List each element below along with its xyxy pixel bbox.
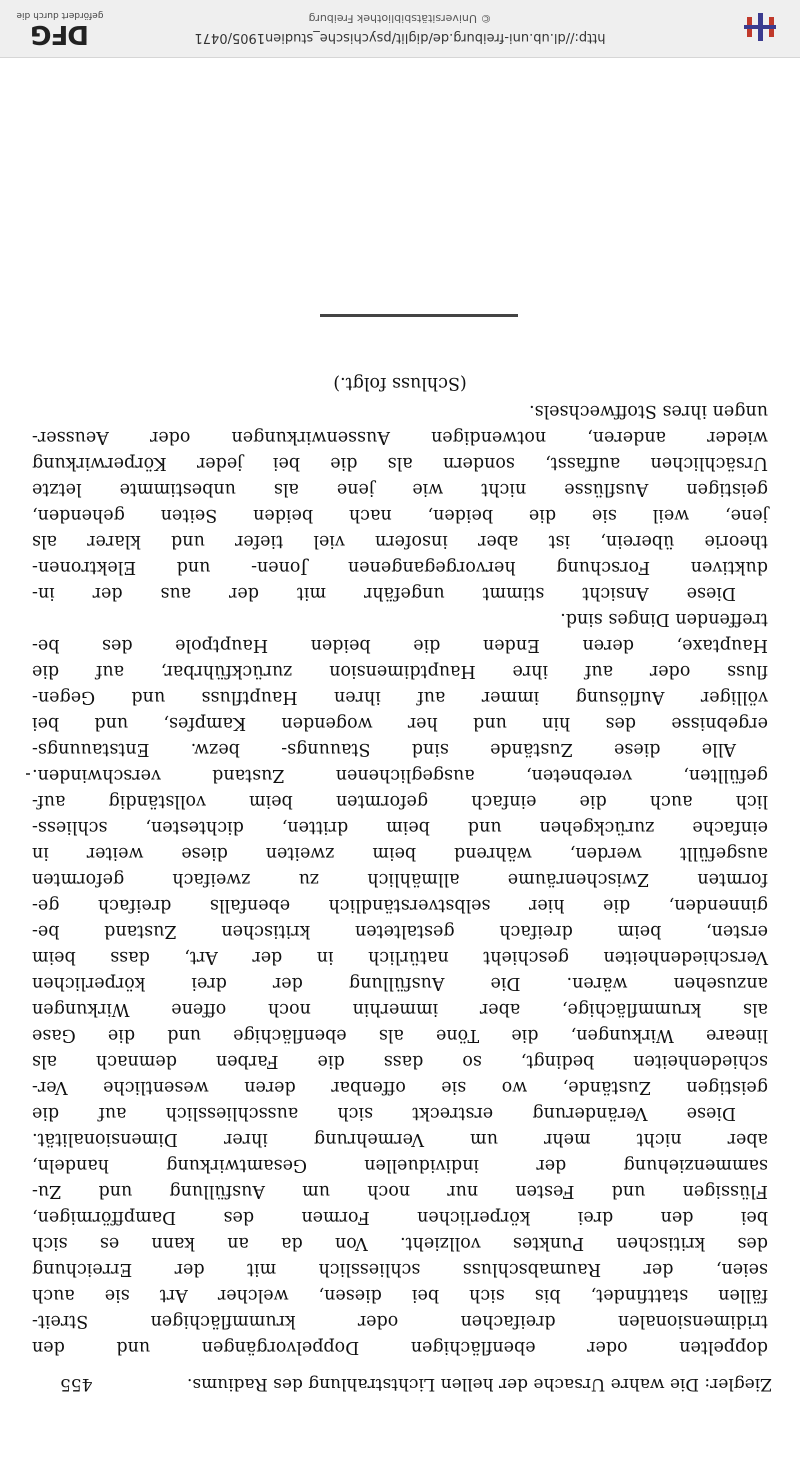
running-header xyxy=(28,1370,772,1394)
text-line: geistigen Ausflüsse nicht wie jene als unbestimmte letzte xyxy=(32,479,768,499)
text-line: ungen ihres Stoffwechsels. xyxy=(529,401,768,421)
text-line: wieder anderen, notwendigen Aussenwirkungen oder Aeusser- xyxy=(32,427,768,447)
text-line: sammenziehung der individuellen Gesamtwirkung handeln, xyxy=(32,1155,768,1175)
continuation-note: (Schluss folgt.) xyxy=(333,373,467,393)
text-line: Flüssigen und Festen nur noch um Ausfüllung und Zu- xyxy=(32,1181,768,1201)
text-line: ginnenden, die hier selbstverständlich ebenfalls dreifach ge- xyxy=(32,895,768,915)
header-title: Ziegler: Die wahre Ursache der hellen Lichtstrahlung des Radiums. xyxy=(186,1374,772,1394)
text-line: als krummflächige, aber immerhin noch offene Wirkungen xyxy=(32,999,768,1019)
text-line: ersten, beim dreifach gestalteten kritischen Zustand be- xyxy=(32,921,768,941)
text-line: jene, weil sie die beiden, nach beiden Seiten gehenden, xyxy=(32,505,768,525)
text-line: völliger Auflösung immer auf ihren Hauptfluss und Gegen- xyxy=(32,687,768,707)
text-line: aber nicht mehr um Vermehrung ihrer Dimensionalität. xyxy=(32,1129,768,1149)
source-url[interactable]: http://dl.ub.uni-freiburg.de/diglit/psychische_studien1905/0471 xyxy=(194,30,606,45)
text-line: ergebnisse des hin und her wogenden Kampfes, und bei xyxy=(32,713,768,733)
text-line: treffenden Dinges sind. xyxy=(560,609,768,629)
text-line: Verschiedenheiten geschieht natürlich in der Art, dass beim xyxy=(32,947,768,967)
text-line: doppelten oder ebenflächigen Doppelvorgängen und den xyxy=(32,1337,768,1357)
text-line: des kritischen Punktes vollzieht. Von da an kann es sich xyxy=(32,1233,768,1253)
text-line: einfache zurückgehen und beim dritten, dichtesten, schliess- xyxy=(32,817,768,837)
section-end-rule xyxy=(320,314,518,317)
text-line: Hauptaxe, deren Enden die beiden Hauptpole des be- xyxy=(32,635,768,655)
text-line: duktiven Forschung hervorgegangenen Jonen- und Elektronen- xyxy=(32,557,768,577)
text-line: gefüllten, verebneten, ausgeglichenen Zustand verschwinden. xyxy=(32,765,768,785)
dfg-logo-text: DFG xyxy=(31,19,89,49)
text-line: fällen stattfindet, bis sich bei diesen, welcher Art sie auch xyxy=(32,1285,768,1305)
text-line: tridimensionalen dreifachen oder krummflächigen Streit- xyxy=(32,1311,768,1331)
text-line: formten Zwischenräume allmählich zu zweifach geformten xyxy=(32,869,768,889)
text-line: Alle diese Zustände sind Stauungs- bezw. Entstauungs- xyxy=(32,739,736,759)
page-number: 455 xyxy=(60,1374,93,1394)
copyright-notice: © Universitätsbibliothek Freiburg xyxy=(308,12,492,25)
text-line: Diese Veränderung erstreckt sich ausschliesslich auf die xyxy=(32,1103,736,1123)
text-line: lich auch die einfach geformten beim vollständig auf- xyxy=(32,791,768,811)
dfg-logo xyxy=(16,8,104,48)
text-line: Ursächlichen auffasst, sondern als die bei jeder Körperwirkung xyxy=(32,453,768,473)
text-line: schiedenheiten bedingt, so dass die Farben demnach als xyxy=(32,1051,768,1071)
text-line: seien, der Raumabschluss schliesslich mit der Erreichung xyxy=(32,1259,768,1279)
dfg-logo-subtext: gefördert durch die xyxy=(16,10,104,20)
text-line: anzusehen wären. Die Ausfüllung der drei körperlichen xyxy=(32,973,768,993)
text-line: fluss oder auf ihre Hauptdimension zurückführbar, auf die xyxy=(32,661,768,681)
text-line: Diese Ansicht stimmt ungefähr mit der aus der in- xyxy=(32,583,736,603)
text-line: geistigen Zustände, wo sie offenbar deren wesentliche Ver- xyxy=(32,1077,768,1097)
text-line: bei den drei körperlichen Formen des Dampfförmigen, xyxy=(32,1207,768,1227)
text-line: theorie überein, ist aber insofern viel tiefer und klarer als xyxy=(32,531,768,551)
text-line: ausgefüllt werden, während beim zweiten diese weiter in xyxy=(32,843,768,863)
digitization-banner xyxy=(0,0,800,58)
margin-mark xyxy=(26,773,30,775)
text-line: lineare Wirkungen, die Töne als ebenflächige und die Gase xyxy=(32,1025,768,1045)
